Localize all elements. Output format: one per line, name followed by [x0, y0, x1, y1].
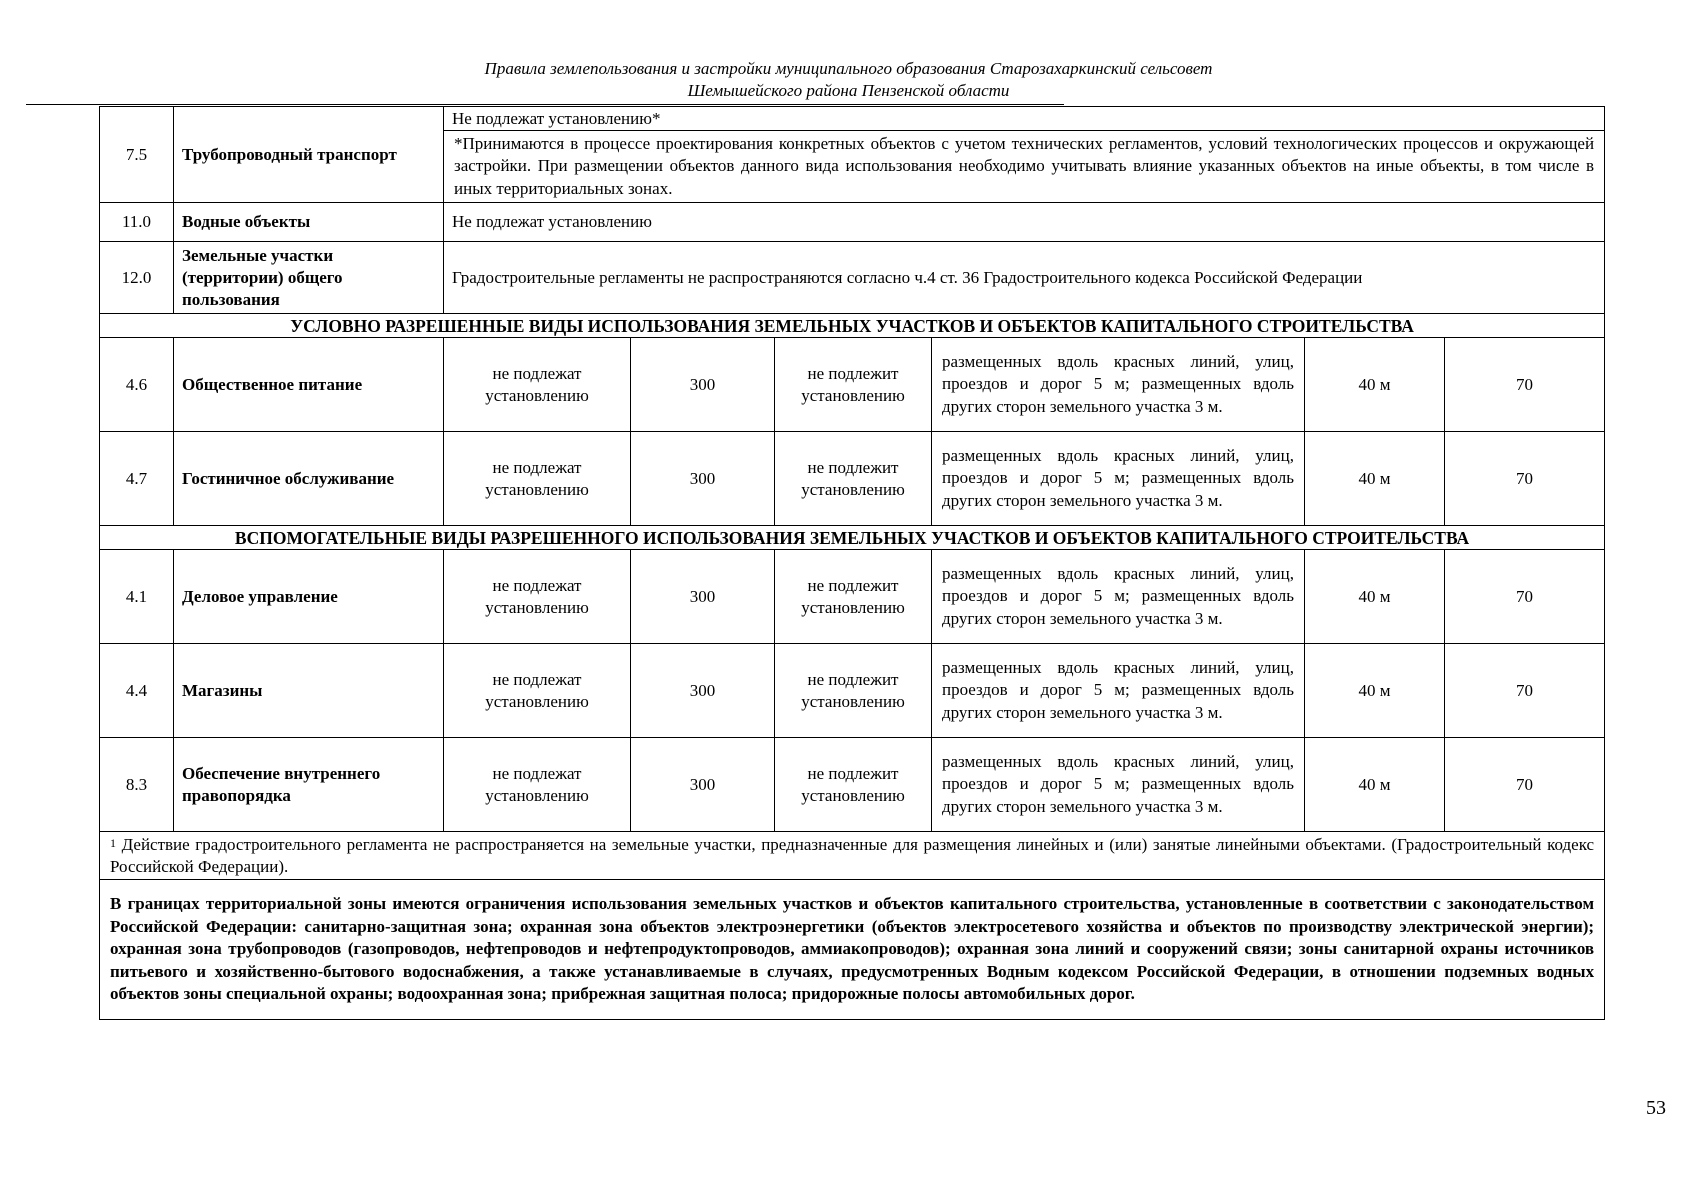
height-cell: 40 м: [1305, 550, 1445, 644]
table-row: [100, 107, 1605, 131]
restrictions-text: В границах территориальной зоны имеются ограничения использования земельных участков и объектов капитального строительства, установленные в соответствии с законодательством Российской Федерации: санитарно-защитная зона; охранная зона объектов электроэнергетики (объектов электросетевого хозяйства и объектов по производству электрической энергии); охранная зона трубопроводов (газопроводов, нефтепроводов и нефтепродуктопроводов, аммиакопроводов); охранная зона линий и сооружений связи; зоны санитарной охраны источников питьевого и хозяйственно-бытового водоснабжения, а также устанавливаемые в случаях, предусмотренных Водным кодексом Российской Федерации, в отношении подземных водных объектов зоны специальной охраны; водоохранная зона; прибрежная защитная полоса; придорожные полосы автомобильных дорог.: [100, 880, 1605, 1020]
page-number: 53: [1646, 1097, 1666, 1119]
footnote: [100, 832, 1605, 880]
section-title: ВСПОМОГАТЕЛЬНЫЕ ВИДЫ РАЗРЕШЕННОГО ИСПОЛЬЗОВАНИЯ ЗЕМЕЛЬНЫХ УЧАСТКОВ И ОБЪЕКТОВ КАПИТАЛЬНОГО СТРОИТЕЛЬСТВА: [100, 526, 1605, 550]
value-cell: 300: [631, 644, 775, 738]
header-line-2: Шемышейского района Пензенской области: [687, 81, 1010, 100]
value-cell: не подлежит установлению: [775, 432, 932, 526]
row-name: Деловое управление: [174, 550, 444, 644]
section-header-row: [100, 314, 1605, 338]
value-cell: 300: [631, 738, 775, 832]
height-cell: 40 м: [1305, 432, 1445, 526]
row-code: 4.7: [100, 432, 174, 526]
footnote-mark: 1: [110, 835, 116, 850]
footnote-row: [100, 832, 1605, 880]
section-title: УСЛОВНО РАЗРЕШЕННЫЕ ВИДЫ ИСПОЛЬЗОВАНИЯ ЗЕМЕЛЬНЫХ УЧАСТКОВ И ОБЪЕКТОВ КАПИТАЛЬНОГО СТРОИТЕЛЬСТВА: [100, 314, 1605, 338]
restrictions-row: [100, 880, 1605, 1020]
row-name: Водные объекты: [174, 203, 444, 242]
coverage-cell: 70: [1445, 550, 1605, 644]
row-text: Не подлежат установлению: [444, 203, 1605, 242]
setback-cell: размещенных вдоль красных линий, улиц, проездов и дорог 5 м; размещенных вдоль других сторон земельного участка 3 м.: [932, 550, 1305, 644]
table-row: [100, 432, 1605, 526]
row-code: 4.4: [100, 644, 174, 738]
row-name: Земельные участки (территории) общего пользования: [174, 242, 444, 314]
min-max-area-cell: не подлежат установлению: [444, 338, 631, 432]
table-row: [100, 550, 1605, 644]
coverage-cell: 70: [1445, 644, 1605, 738]
min-max-area-cell: не подлежат установлению: [444, 644, 631, 738]
row-code: 12.0: [100, 242, 174, 314]
value-cell: не подлежит установлению: [775, 550, 932, 644]
table-row: [100, 338, 1605, 432]
row-name: Гостиничное обслуживание: [174, 432, 444, 526]
min-max-area-cell: не подлежат установлению: [444, 432, 631, 526]
row-name: Магазины: [174, 644, 444, 738]
min-max-area-cell: не подлежат установлению: [444, 550, 631, 644]
value-cell: 300: [631, 432, 775, 526]
setback-cell: размещенных вдоль красных линий, улиц, проездов и дорог 5 м; размещенных вдоль других сторон земельного участка 3 м.: [932, 738, 1305, 832]
row-name: Общественное питание: [174, 338, 444, 432]
row-text: Градостроительные регламенты не распространяются согласно ч.4 ст. 36 Градостроительного кодекса Российской Федерации: [444, 242, 1605, 314]
value-cell: 300: [631, 550, 775, 644]
row-name: Трубопроводный транспорт: [174, 107, 444, 203]
coverage-cell: 70: [1445, 738, 1605, 832]
setback-cell: размещенных вдоль красных линий, улиц, проездов и дорог 5 м; размещенных вдоль других сторон земельного участка 3 м.: [932, 338, 1305, 432]
footnote-text: Действие градостроительного регламента не распространяется на земельные участки, предназначенные для размещения линейных и (или) занятые линейными объектами. (Градостроительный кодекс Российской Федерации).: [110, 834, 1595, 876]
height-cell: 40 м: [1305, 644, 1445, 738]
row-code: 4.1: [100, 550, 174, 644]
coverage-cell: 70: [1445, 432, 1605, 526]
row-note: *Принимаются в процессе проектирования конкретных объектов с учетом технических регламентов, условий технологических процессов и окружающей застройки. При размещении объектов данного вида использования необходимо учитывать влияние указанных объектов на иные объекты, в том числе в иных территориальных зонах.: [444, 131, 1605, 203]
row-code: 7.5: [100, 107, 174, 203]
row-code: 8.3: [100, 738, 174, 832]
height-cell: 40 м: [1305, 338, 1445, 432]
row-name: Обеспечение внутреннего правопорядка: [174, 738, 444, 832]
value-cell: не подлежит установлению: [775, 738, 932, 832]
value-cell: не подлежит установлению: [775, 338, 932, 432]
row-code: 11.0: [100, 203, 174, 242]
header-line-1: Правила землепользования и застройки муниципального образования Старозахаркинский сельсовет: [484, 59, 1213, 78]
value-cell: не подлежит установлению: [775, 644, 932, 738]
table-row: [100, 242, 1605, 314]
table-row: [100, 644, 1605, 738]
row-text: Не подлежат установлению*: [444, 107, 1605, 131]
setback-cell: размещенных вдоль красных линий, улиц, проездов и дорог 5 м; размещенных вдоль других сторон земельного участка 3 м.: [932, 432, 1305, 526]
setback-cell: размещенных вдоль красных линий, улиц, проездов и дорог 5 м; размещенных вдоль других сторон земельного участка 3 м.: [932, 644, 1305, 738]
row-code: 4.6: [100, 338, 174, 432]
header-rule: [26, 104, 1064, 105]
table-row: [100, 738, 1605, 832]
height-cell: 40 м: [1305, 738, 1445, 832]
regulations-table: [99, 106, 1605, 1020]
section-header-row: [100, 526, 1605, 550]
table-row: [100, 203, 1605, 242]
value-cell: 300: [631, 338, 775, 432]
min-max-area-cell: не подлежат установлению: [444, 738, 631, 832]
coverage-cell: 70: [1445, 338, 1605, 432]
